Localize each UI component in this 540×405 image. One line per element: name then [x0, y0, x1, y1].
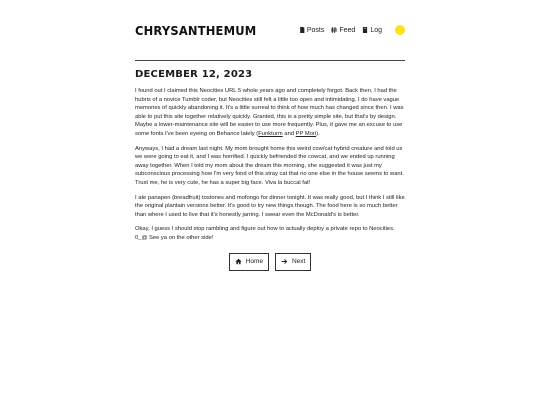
post-paragraph-1 — [135, 87, 405, 139]
pp-mori-link[interactable]: PP Mori — [295, 130, 317, 137]
hash-icon — [331, 27, 337, 33]
next-button[interactable] — [275, 253, 311, 271]
post-date: DECEMBER 12, 2023 — [135, 69, 253, 80]
book-icon — [362, 27, 368, 33]
home-icon — [235, 258, 242, 265]
home-button[interactable] — [229, 253, 269, 271]
post-paragraph-4: Okay, I guess I should stop rambling and figure out how to actually deploy a private repo to Neocities. 0_@ See ya on the other side! — [135, 226, 395, 241]
post-paragraph-1-end: ). — [316, 130, 320, 137]
post-paragraph-2: Anyways, I had a dream last night. My mom brought home this weird cow/cat hybrid creature and told us we were going to eat it, and I was horrified. I quickly befriended the cowcat, and we ended up running away together. When I told my mom about the dream this morning, she suggested it was just my subconscious processing how I'm very fond of this stray cat that no one else in the house seems to want. Trust me, he is very cute, he has a super big face. Viva la buccal fat! — [135, 145, 404, 186]
post-paragraph-3: I ate panapen (breadfruit) tostones and mofongo for dinner tonight. It was really good, but I think I still like the original plantain versions better. It's good to try new things though. The food here is so much better than where I used to live that it's honestly jarring. I swear even the McDonald's is better. — [135, 194, 405, 218]
document-icon — [299, 27, 305, 33]
post-paragraph-1-text: I found out I claimed this Neocities URL 5 whole years ago and completely forgot. Back then, I had the hubris of a novice Tumblr coder, but Neocities still felt a little too open and intimidating. I do have vague memories of quickly abandoning it. It's a little surreal to think of how much has changed since then. I was able to put this site together relatively quickly. Granted, this is a pretty simple site, but that's by design. Maybe a lower-maintenance site will be easier to use more frequently. Plus, it gave me an excuse to use some fonts I've been eyeing on Behance lately ( — [135, 88, 404, 137]
site-title[interactable]: CHRYSANTHEMUM — [135, 22, 257, 38]
nav-posts-label: Posts — [306, 26, 325, 34]
header-divider — [135, 60, 405, 61]
nav-feed[interactable] — [331, 27, 355, 34]
pagination — [135, 253, 405, 271]
arrow-right-icon — [281, 258, 288, 265]
nav-log[interactable] — [362, 27, 382, 34]
funkturm-link[interactable]: Funkturm — [258, 130, 283, 137]
post-paragraph-1-and: and — [282, 130, 296, 137]
nav-posts[interactable] — [299, 27, 325, 34]
home-button-label: Home — [245, 258, 263, 265]
nav-feed-label: Feed — [339, 26, 356, 34]
blog-post — [135, 69, 405, 243]
site-header — [135, 0, 405, 60]
next-button-label: Next — [291, 258, 306, 265]
main-nav — [299, 25, 405, 35]
theme-toggle-button[interactable] — [395, 25, 405, 35]
content-column — [135, 0, 405, 271]
nav-log-label: Log — [370, 26, 382, 34]
